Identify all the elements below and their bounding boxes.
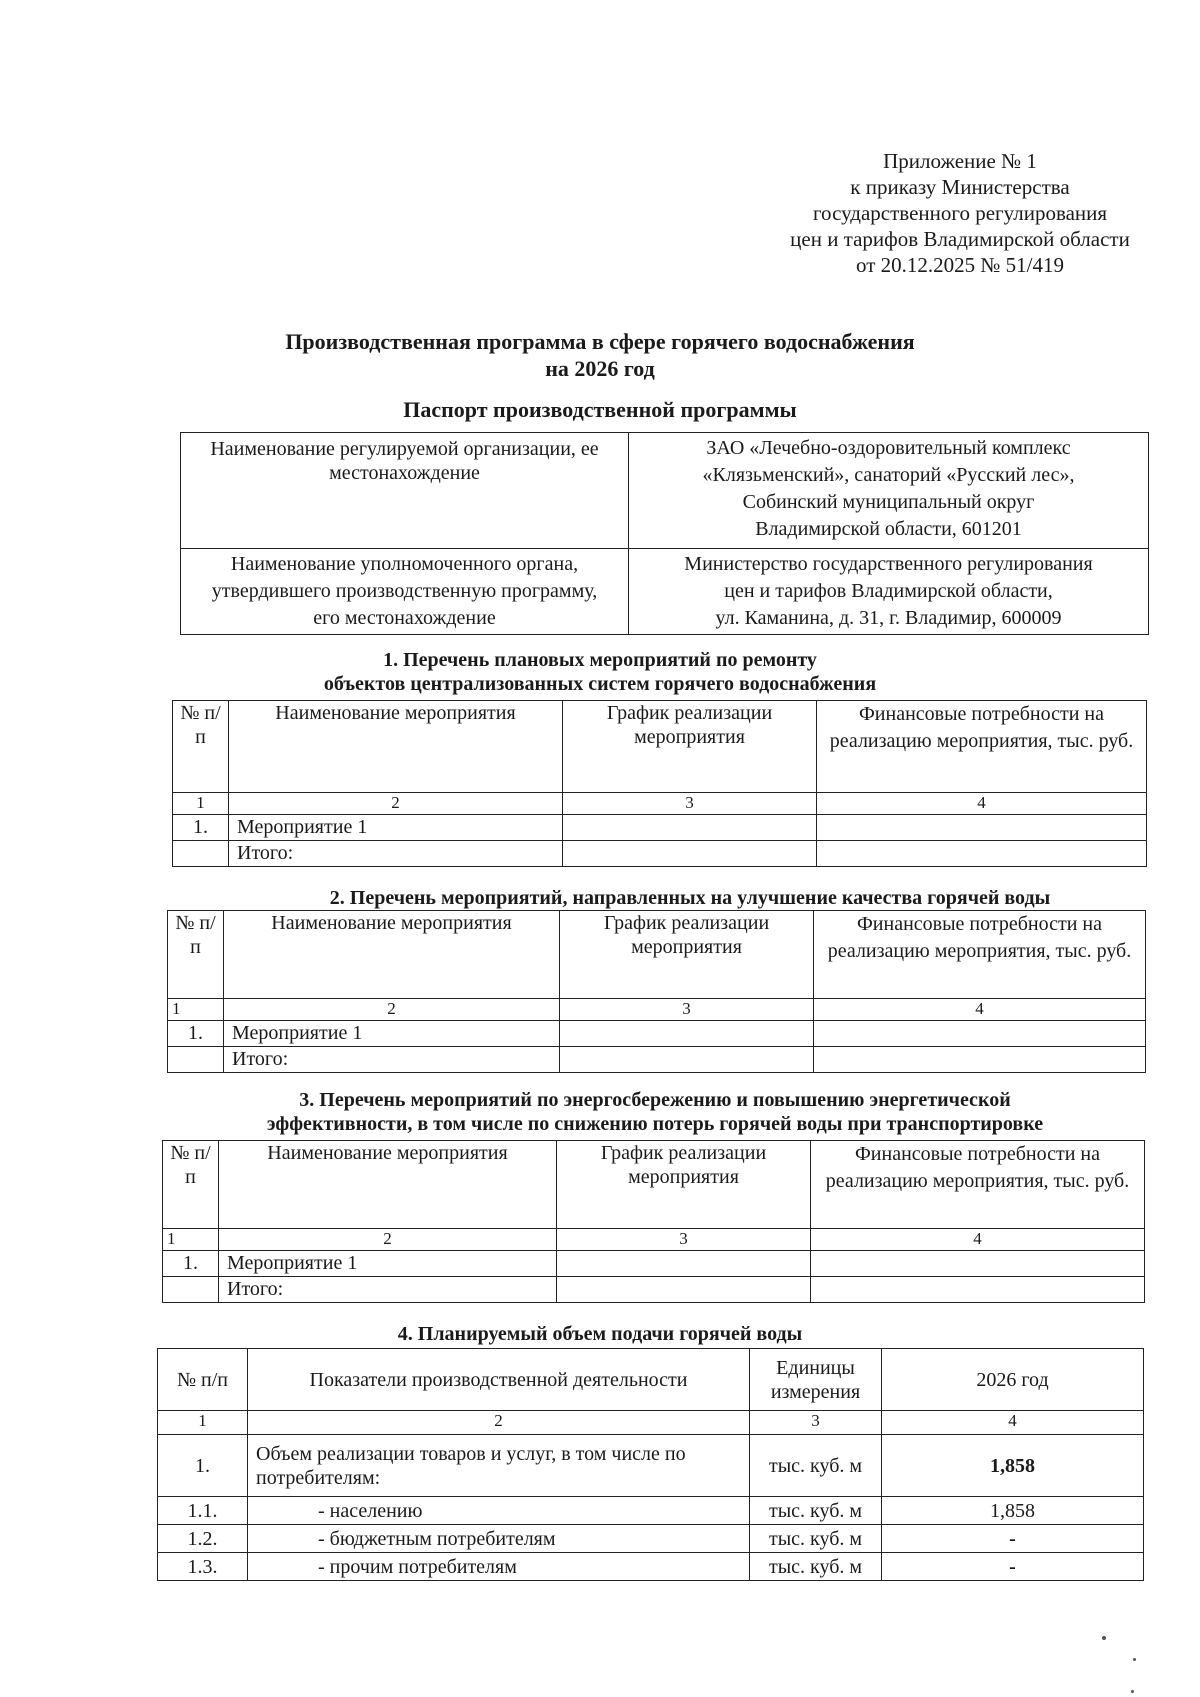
row-no: 1. xyxy=(158,1435,248,1497)
appendix-line: государственного регулирования xyxy=(812,201,1108,225)
section1-title-line: объектов централизованных систем горячего водоснабжения xyxy=(323,673,877,695)
document-title-line: Производственная программа в сфере горячего водоснабжения xyxy=(285,329,915,354)
row-no xyxy=(173,841,229,867)
passport-title: Паспорт производственной программы xyxy=(403,397,797,422)
row-schedule xyxy=(563,841,817,867)
header-finance: Финансовые потребности на реализацию мероприятия, тыс. руб. xyxy=(817,701,1147,793)
header-finance: Финансовые потребности на реализацию мероприятия, тыс. руб. xyxy=(811,1141,1145,1229)
passport-value xyxy=(629,433,1149,549)
col-num: 4 xyxy=(817,793,1147,815)
header-unit: Единицы измерения xyxy=(750,1349,882,1411)
row-no: 1.1. xyxy=(158,1497,248,1525)
document-title xyxy=(170,328,1030,382)
col-num: 4 xyxy=(814,999,1146,1021)
row-value: 1,858 xyxy=(882,1497,1144,1525)
table-row xyxy=(158,1497,1144,1525)
row-total: Итого: xyxy=(229,841,563,867)
table-header-row xyxy=(163,1141,1145,1229)
col-num: 1 xyxy=(173,793,229,815)
row-unit: тыс. куб. м xyxy=(750,1553,882,1581)
row-finance xyxy=(814,1021,1146,1047)
header-no: № п/п xyxy=(168,911,224,999)
header-no: № п/п xyxy=(163,1141,219,1229)
section2-title: 2. Перечень мероприятий, направленных на улучшение качества горячей воды xyxy=(329,887,1051,909)
row-total: Итого: xyxy=(224,1047,560,1073)
scan-speck xyxy=(1102,1636,1106,1640)
col-num: 4 xyxy=(811,1229,1145,1251)
table-row xyxy=(173,841,1147,867)
row-no: 1. xyxy=(168,1021,224,1047)
row-indicator: - прочим потребителям xyxy=(248,1553,750,1581)
row-finance xyxy=(811,1251,1145,1277)
section3-title-line: эффективности, в том числе по снижению потерь горячей воды при транспортировке xyxy=(266,1113,1044,1135)
row-no: 1. xyxy=(173,815,229,841)
row-finance xyxy=(814,1047,1146,1073)
row-no xyxy=(163,1277,219,1303)
col-num: 3 xyxy=(750,1411,882,1435)
header-schedule: График реализации мероприятия xyxy=(563,701,817,793)
section1-table xyxy=(172,700,1147,867)
row-name: Мероприятие 1 xyxy=(219,1251,557,1277)
row-finance xyxy=(811,1277,1145,1303)
header-name: Наименование мероприятия xyxy=(219,1141,557,1229)
appendix-line: от 20.12.2025 № 51/419 xyxy=(855,253,1065,277)
header-year: 2026 год xyxy=(882,1349,1144,1411)
passport-value-line: ул. Каманина, д. 31, г. Владимир, 600009 xyxy=(715,607,1062,629)
section4-table xyxy=(157,1348,1144,1581)
passport-row xyxy=(181,549,1149,635)
row-name: Мероприятие 1 xyxy=(224,1021,560,1047)
col-num: 2 xyxy=(229,793,563,815)
row-value: - xyxy=(882,1525,1144,1553)
header-no: № п/п xyxy=(158,1349,248,1411)
row-schedule xyxy=(563,815,817,841)
passport-value xyxy=(629,549,1149,635)
col-num: 3 xyxy=(557,1229,811,1251)
table-row xyxy=(158,1553,1144,1581)
row-no: 1. xyxy=(163,1251,219,1277)
row-indicator: Объем реализации товаров и услуг, в том числе по потребителям: xyxy=(248,1435,750,1497)
row-indicator: - населению xyxy=(248,1497,750,1525)
col-num: 2 xyxy=(248,1411,750,1435)
section3-table xyxy=(162,1140,1145,1303)
row-no xyxy=(168,1047,224,1073)
row-schedule xyxy=(557,1277,811,1303)
row-schedule xyxy=(560,1021,814,1047)
row-indicator: - бюджетным потребителям xyxy=(248,1525,750,1553)
column-number-row xyxy=(173,793,1147,815)
col-num: 1 xyxy=(163,1229,219,1251)
column-number-row xyxy=(163,1229,1145,1251)
header-schedule: График реализации мероприятия xyxy=(557,1141,811,1229)
row-total: Итого: xyxy=(219,1277,557,1303)
row-no: 1.2. xyxy=(158,1525,248,1553)
scan-speck xyxy=(1131,1690,1134,1693)
row-unit: тыс. куб. м xyxy=(750,1497,882,1525)
section2-table xyxy=(167,910,1146,1073)
col-num: 1 xyxy=(158,1411,248,1435)
col-num: 1 xyxy=(168,999,224,1021)
column-number-row xyxy=(158,1411,1144,1435)
column-number-row xyxy=(168,999,1146,1021)
row-no: 1.3. xyxy=(158,1553,248,1581)
section1-title-line: 1. Перечень плановых мероприятий по ремонту xyxy=(383,649,817,671)
row-finance xyxy=(817,815,1147,841)
passport-table xyxy=(180,432,1149,635)
section4-title: 4. Планируемый объем подачи горячей воды xyxy=(397,1323,803,1345)
col-num: 2 xyxy=(219,1229,557,1251)
table-row xyxy=(163,1277,1145,1303)
row-name: Мероприятие 1 xyxy=(229,815,563,841)
passport-value-line: Владимирской области, 601201 xyxy=(755,518,1022,540)
passport-value-line: «Клязьменский», санаторий «Русский лес», xyxy=(702,464,1075,486)
table-row xyxy=(158,1435,1144,1497)
table-header-row xyxy=(158,1349,1144,1411)
passport-value-line: Собинский муниципальный округ xyxy=(742,491,1035,513)
table-header-row xyxy=(173,701,1147,793)
header-schedule: График реализации мероприятия xyxy=(560,911,814,999)
appendix-line: к приказу Министерства xyxy=(850,175,1070,199)
row-finance xyxy=(817,841,1147,867)
col-num: 4 xyxy=(882,1411,1144,1435)
passport-value-line: цен и тарифов Владимирской области, xyxy=(724,580,1053,602)
header-name: Наименование мероприятия xyxy=(229,701,563,793)
col-num: 2 xyxy=(224,999,560,1021)
table-row xyxy=(168,1021,1146,1047)
section3-title-line: 3. Перечень мероприятий по энергосбережению и повышению энергетической xyxy=(299,1089,1011,1111)
col-num: 3 xyxy=(563,793,817,815)
table-row xyxy=(163,1251,1145,1277)
row-schedule xyxy=(557,1251,811,1277)
passport-label: Наименование уполномоченного органа, утвердившего производственную программу, его местонахождение xyxy=(181,549,629,635)
passport-value-line: ЗАО «Лечебно-оздоровительный комплекс xyxy=(706,437,1071,459)
row-value: - xyxy=(882,1553,1144,1581)
header-no: № п/п xyxy=(173,701,229,793)
passport-value-line: Министерство государственного регулирования xyxy=(684,553,1093,575)
row-unit: тыс. куб. м xyxy=(750,1435,882,1497)
row-schedule xyxy=(560,1047,814,1073)
passport-label: Наименование регулируемой организации, ее местонахождение xyxy=(181,433,629,549)
table-header-row xyxy=(168,911,1146,999)
passport-row xyxy=(181,433,1149,549)
table-row xyxy=(173,815,1147,841)
appendix-line: цен и тарифов Владимирской области xyxy=(790,227,1130,251)
appendix-block xyxy=(760,148,1160,278)
row-unit: тыс. куб. м xyxy=(750,1525,882,1553)
scan-speck xyxy=(1133,1658,1136,1661)
section3-title xyxy=(150,1088,1160,1136)
header-indicator: Показатели производственной деятельности xyxy=(248,1349,750,1411)
col-num: 3 xyxy=(560,999,814,1021)
row-value: 1,858 xyxy=(882,1435,1144,1497)
document-title-year: на 2026 год xyxy=(545,356,655,381)
header-finance: Финансовые потребности на реализацию мероприятия, тыс. руб. xyxy=(814,911,1146,999)
header-name: Наименование мероприятия xyxy=(224,911,560,999)
table-row xyxy=(168,1047,1146,1073)
table-row xyxy=(158,1525,1144,1553)
appendix-line: Приложение № 1 xyxy=(883,149,1037,173)
section1-title xyxy=(170,648,1030,696)
